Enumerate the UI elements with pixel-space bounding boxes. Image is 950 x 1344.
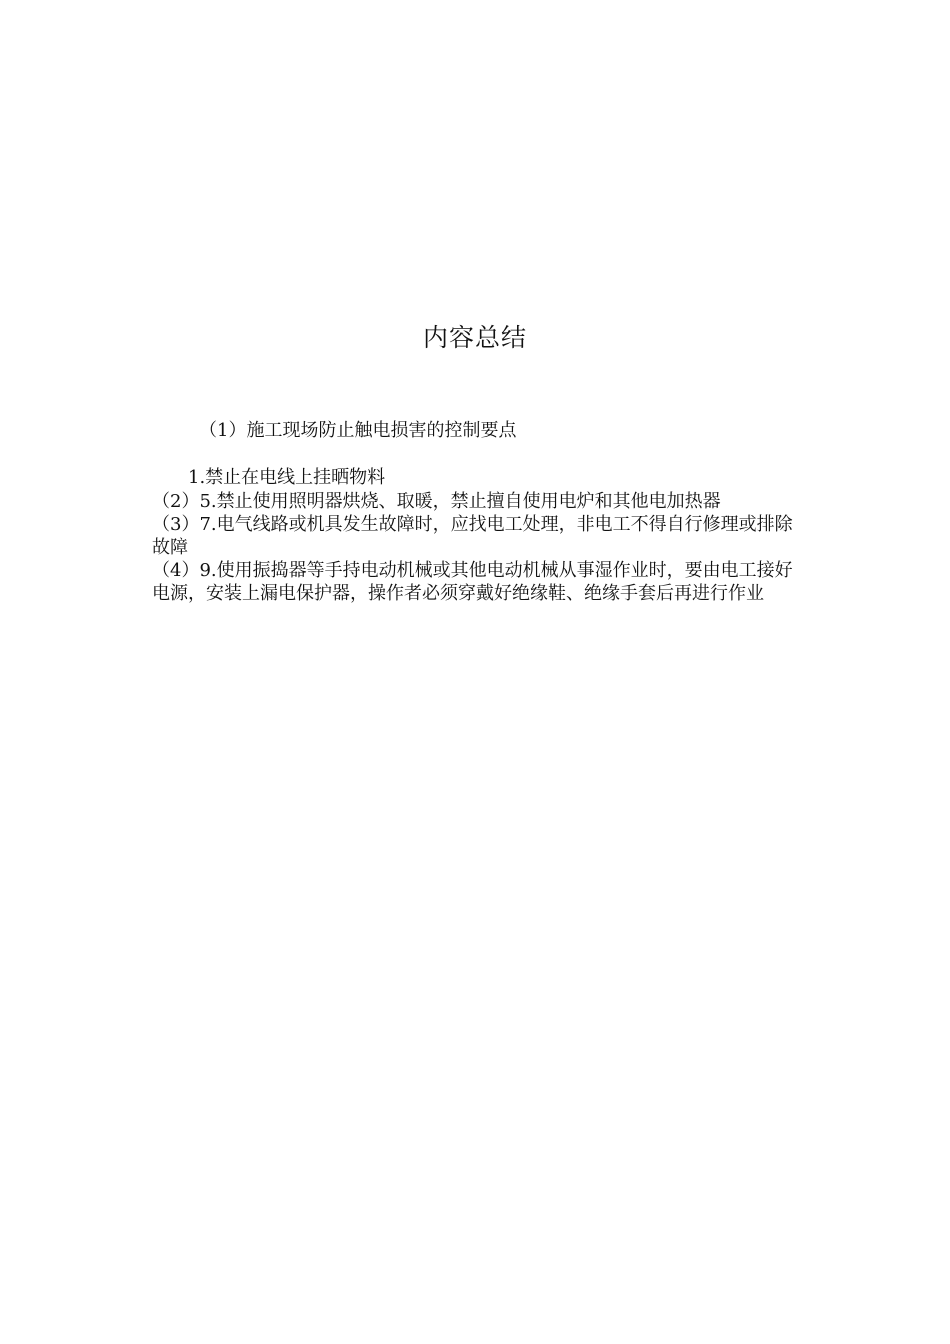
paragraph-item-2: （2）5.禁止使用照明器烘烧、取暖，禁止擅自使用电炉和其他电加热器 xyxy=(152,491,721,512)
paragraph-item-3: （3）7.电气线路或机具发生故障时，应找电工处理，非电工不得自行修理或排除故障 xyxy=(152,514,793,558)
paragraph-block xyxy=(152,490,802,605)
section-heading: （1）施工现场防止触电损害的控制要点 xyxy=(199,420,517,441)
page-title: 内容总结 xyxy=(422,323,527,352)
paragraph-item-1: 1.禁止在电线上挂晒物料 xyxy=(188,467,386,488)
paragraph-item-4: （4）9.使用振捣器等手持电动机械或其他电动机械从事湿作业时，要由电工接好电源，安装上漏电保护器，操作者必须穿戴好绝缘鞋、绝缘手套后再进行作业 xyxy=(152,560,793,604)
